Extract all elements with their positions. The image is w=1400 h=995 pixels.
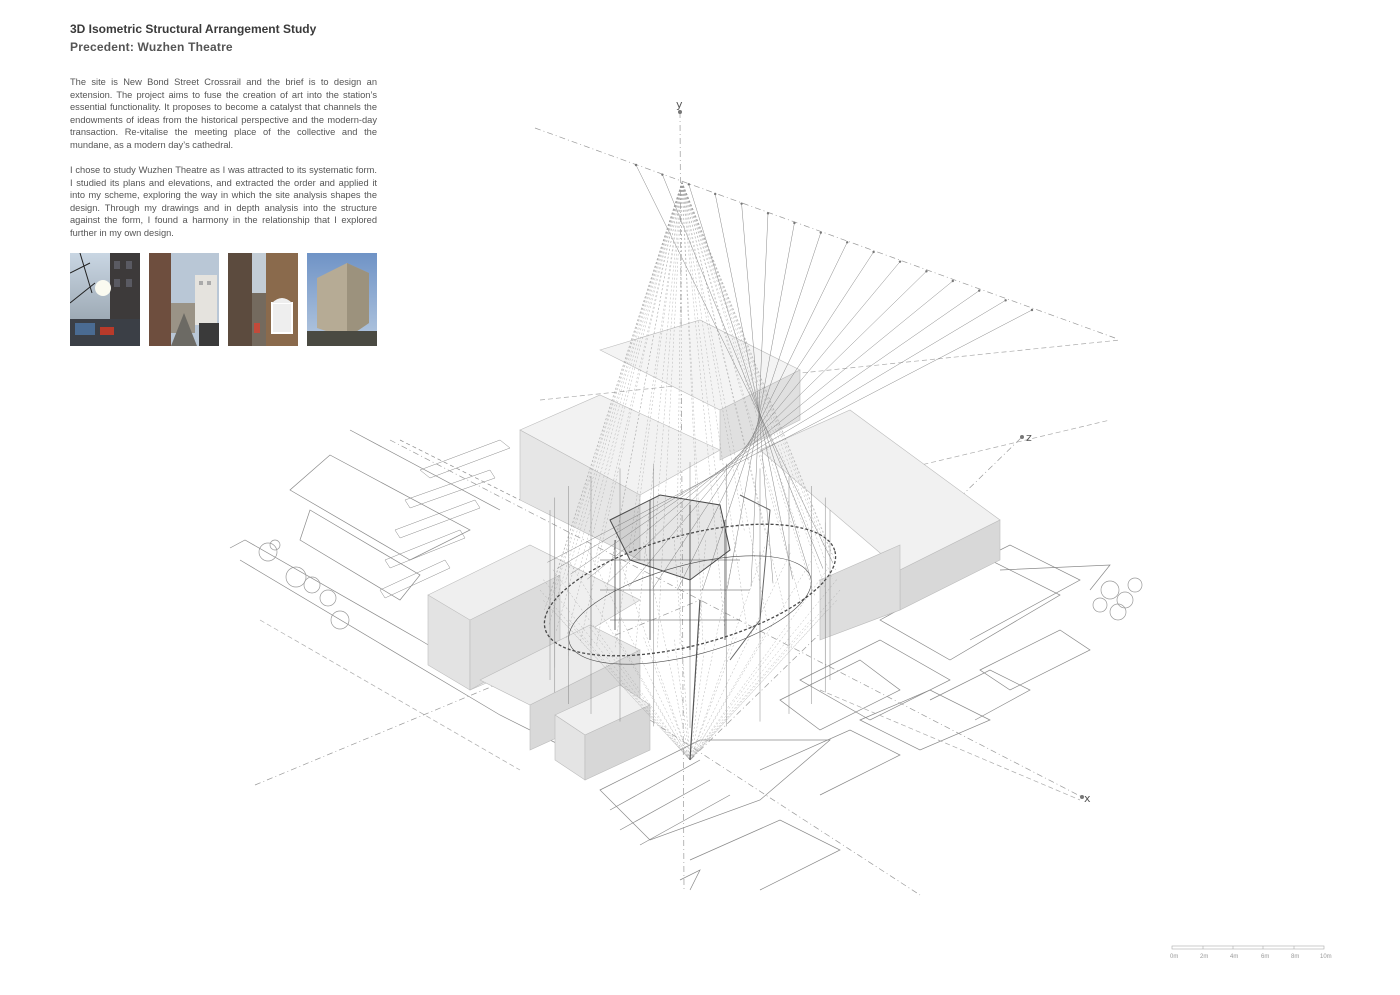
site-photo-3 <box>228 253 298 346</box>
anchor-point <box>846 241 848 243</box>
trees-left <box>259 540 349 629</box>
lower-cone-line <box>690 640 706 760</box>
scale-label: 4m <box>1230 954 1239 960</box>
anchor-point <box>899 260 901 262</box>
anchor-point <box>1004 299 1006 301</box>
site-photo-1 <box>70 253 140 346</box>
anchor-point <box>872 251 874 253</box>
anchor-point <box>978 289 980 291</box>
lower-cone-line <box>690 600 837 760</box>
anchor-point <box>688 183 690 185</box>
intro-paragraph: The site is New Bond Street Crossrail and the brief is to design an extension. The project aims to fuse the creation of art into the station’s essential functionality. It proposes to become a catalyst that channels the endowments of ideas from the historical perspective and the modern-day transaction. Re-vitalise the meeting place of the collective and the mundane, as a modern day’s cathedral. <box>70 77 377 150</box>
lower-cone-line <box>690 561 811 760</box>
scale-label: 10m <box>1320 954 1332 960</box>
anchor-point <box>767 212 769 214</box>
anchor-point <box>793 222 795 224</box>
lower-cone-line <box>690 570 827 760</box>
anchor-point <box>740 202 742 204</box>
lower-cone-line <box>690 553 790 760</box>
anchor-point <box>952 280 954 282</box>
lower-cone-line <box>674 640 690 760</box>
anchor-point <box>714 193 716 195</box>
scale-label: 6m <box>1261 954 1270 960</box>
site-photo-2 <box>149 253 219 346</box>
y-axis-label: y <box>676 98 683 111</box>
scale-label: 0m <box>1170 954 1179 960</box>
lower-cone-line <box>690 633 765 760</box>
anchor-point <box>661 173 663 175</box>
trees-right <box>1093 578 1142 620</box>
x-axis-label: x <box>1084 792 1091 805</box>
lower-cone-line <box>690 619 811 760</box>
lower-cone-line <box>690 580 837 760</box>
z-axis-label: z <box>1026 431 1032 444</box>
site-plan-linework <box>230 340 1142 890</box>
scale-bar <box>1170 944 1330 964</box>
anchor-point <box>635 164 637 166</box>
anchor-point <box>820 231 822 233</box>
site-photo-4 <box>307 253 377 346</box>
page-subtitle: Precedent: Wuzhen Theatre <box>70 40 233 54</box>
lower-cone-line <box>690 590 840 760</box>
scale-label: 8m <box>1291 954 1300 960</box>
page-title: 3D Isometric Structural Arrangement Study <box>70 22 317 36</box>
site-photos <box>70 253 377 346</box>
anchor-point <box>1031 309 1033 311</box>
study-paragraph: I chose to study Wuzhen Theatre as I was attracted to its systematic form. I studied its plans and elevations, and extracted the order and applied it into my scheme, exploring the way in which the site analysis shapes the design. Through my drawings and in depth analysis into the structure against the form, I found a harmony in the relationship that I explored further in my own design. <box>70 165 377 238</box>
anchor-point <box>925 270 927 272</box>
scale-label: 2m <box>1200 954 1209 960</box>
